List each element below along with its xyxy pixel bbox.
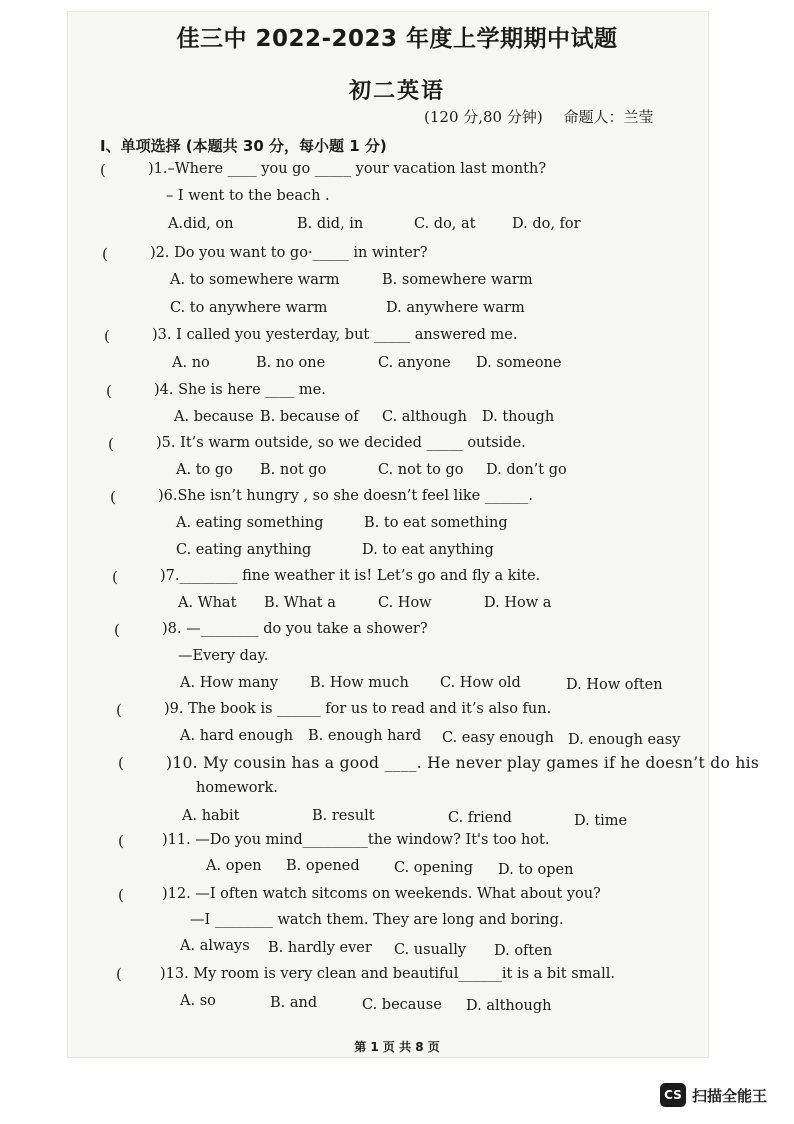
answer-bracket: ( bbox=[102, 245, 108, 263]
option-d: D. often bbox=[494, 943, 553, 959]
option-c: C. easy enough bbox=[442, 730, 554, 746]
page-number: 第 1 页 共 8 页 bbox=[354, 1040, 440, 1054]
question-text: )8. —________ do you take a shower? bbox=[162, 621, 428, 637]
answer-bracket: ( bbox=[100, 161, 106, 179]
answer-bracket: ( bbox=[114, 621, 120, 639]
option-a: A. to go bbox=[176, 462, 233, 478]
option-d: D. don’t go bbox=[486, 462, 567, 478]
option-d: D. How often bbox=[566, 677, 663, 693]
option-c: C. usually bbox=[394, 942, 467, 958]
answer-bracket: ( bbox=[116, 965, 122, 983]
option-d: D. though bbox=[482, 409, 555, 425]
option-a: A. What bbox=[178, 595, 237, 611]
option-a: A. eating something bbox=[176, 515, 324, 531]
option-d: D. someone bbox=[476, 355, 562, 371]
option-a: A. to somewhere warm bbox=[170, 272, 340, 288]
option-a: A. always bbox=[180, 938, 250, 954]
option-d: D. do, for bbox=[512, 216, 581, 232]
option-b: B. to eat something bbox=[364, 515, 508, 531]
option-b: B. somewhere warm bbox=[382, 272, 533, 288]
author: 命题人：兰莹 bbox=[563, 108, 654, 126]
option-d: D. to eat anything bbox=[362, 542, 494, 558]
answer-bracket: ( bbox=[112, 568, 118, 586]
option-a: A. hard enough bbox=[180, 728, 294, 744]
answer-bracket: ( bbox=[118, 754, 124, 772]
option-d: D. anywhere warm bbox=[386, 300, 525, 316]
question-text: – I went to the beach . bbox=[166, 188, 330, 204]
option-b: B. because of bbox=[260, 409, 359, 425]
question-text: —I ________ watch them. They are long and boring. bbox=[190, 912, 564, 928]
option-c: C. eating anything bbox=[176, 542, 312, 558]
option-d: D. to open bbox=[498, 862, 574, 878]
option-c: C. although bbox=[382, 409, 467, 425]
option-a: A.did, on bbox=[168, 216, 234, 232]
option-c: C. to anywhere warm bbox=[170, 300, 328, 316]
option-d: D. time bbox=[574, 813, 628, 829]
answer-bracket: ( bbox=[118, 832, 124, 850]
question-text: )3. I called you yesterday, but _____ answered me. bbox=[152, 327, 518, 343]
option-c: C. anyone bbox=[378, 355, 451, 371]
option-c: C. because bbox=[362, 997, 442, 1013]
score-time: (120 分,80 分钟) bbox=[424, 108, 543, 126]
answer-bracket: ( bbox=[118, 886, 124, 904]
question-text: )13. My room is very clean and beautiful______it is a bit small. bbox=[160, 966, 615, 982]
option-b: B. What a bbox=[264, 595, 336, 611]
option-b: B. and bbox=[270, 995, 318, 1011]
option-a: A. open bbox=[206, 858, 262, 874]
option-b: B. enough hard bbox=[308, 728, 422, 744]
option-c: C. opening bbox=[394, 860, 473, 876]
section-title: I、单项选择 (本题共 30 分，每小题 1 分) bbox=[100, 137, 387, 155]
answer-bracket: ( bbox=[104, 327, 110, 345]
question-text: )9. The book is ______ for us to read and it’s also fun. bbox=[164, 701, 552, 717]
option-c: C. not to go bbox=[378, 462, 464, 478]
question-text: )12. —I often watch sitcoms on weekends. What about you? bbox=[162, 886, 601, 902]
question-text: )2. Do you want to go·_____ in winter? bbox=[150, 245, 428, 261]
option-a: A. habit bbox=[182, 808, 240, 824]
exam-subject: 初二英语 bbox=[348, 79, 445, 104]
question-text: )1.–Where ____ you go _____ your vacation last month? bbox=[148, 161, 547, 177]
question-text: )6.She isn’t hungry , so she doesn’t feel like ______. bbox=[158, 488, 533, 504]
exam-title: 佳三中 2022-2023 年度上学期期中试题 bbox=[176, 26, 618, 52]
question-text: )11. —Do you mind_________the window? It's too hot. bbox=[162, 832, 550, 848]
question-text: )4. She is here ____ me. bbox=[154, 382, 326, 398]
option-a: A. because bbox=[174, 409, 254, 425]
option-c: C. friend bbox=[448, 810, 512, 826]
option-d: D. enough easy bbox=[568, 732, 681, 748]
option-c: C. do, at bbox=[414, 216, 476, 232]
question-text: —Every day. bbox=[178, 648, 269, 664]
watermark-text: 扫描全能王 bbox=[692, 1086, 768, 1105]
question-text: )10. My cousin has a good ____. He never play games if he doesn’t do his bbox=[166, 754, 760, 772]
camscanner-logo-icon: CS bbox=[660, 1083, 686, 1107]
option-b: B. hardly ever bbox=[268, 940, 372, 956]
exam-meta bbox=[424, 106, 654, 127]
option-a: A. How many bbox=[180, 675, 279, 691]
scanner-watermark bbox=[660, 1083, 767, 1107]
option-b: B. did, in bbox=[297, 216, 364, 232]
option-a: A. so bbox=[180, 993, 216, 1009]
answer-bracket: ( bbox=[116, 701, 122, 719]
option-d: D. although bbox=[466, 998, 552, 1014]
option-b: B. no one bbox=[256, 355, 326, 371]
option-b: B. result bbox=[312, 808, 375, 824]
option-a: A. no bbox=[172, 355, 210, 371]
option-b: B. opened bbox=[286, 858, 360, 874]
answer-bracket: ( bbox=[108, 435, 114, 453]
option-b: B. not go bbox=[260, 462, 327, 478]
question-text: )5. It’s warm outside, so we decided _____ outside. bbox=[156, 435, 526, 451]
option-c: C. How bbox=[378, 595, 432, 611]
option-b: B. How much bbox=[310, 675, 409, 691]
option-d: D. How a bbox=[484, 595, 552, 611]
question-text: )7.________ fine weather it is! Let’s go and fly a kite. bbox=[160, 568, 541, 584]
option-c: C. How old bbox=[440, 675, 521, 691]
question-text: homework. bbox=[196, 780, 278, 796]
answer-bracket: ( bbox=[110, 488, 116, 506]
answer-bracket: ( bbox=[106, 382, 112, 400]
